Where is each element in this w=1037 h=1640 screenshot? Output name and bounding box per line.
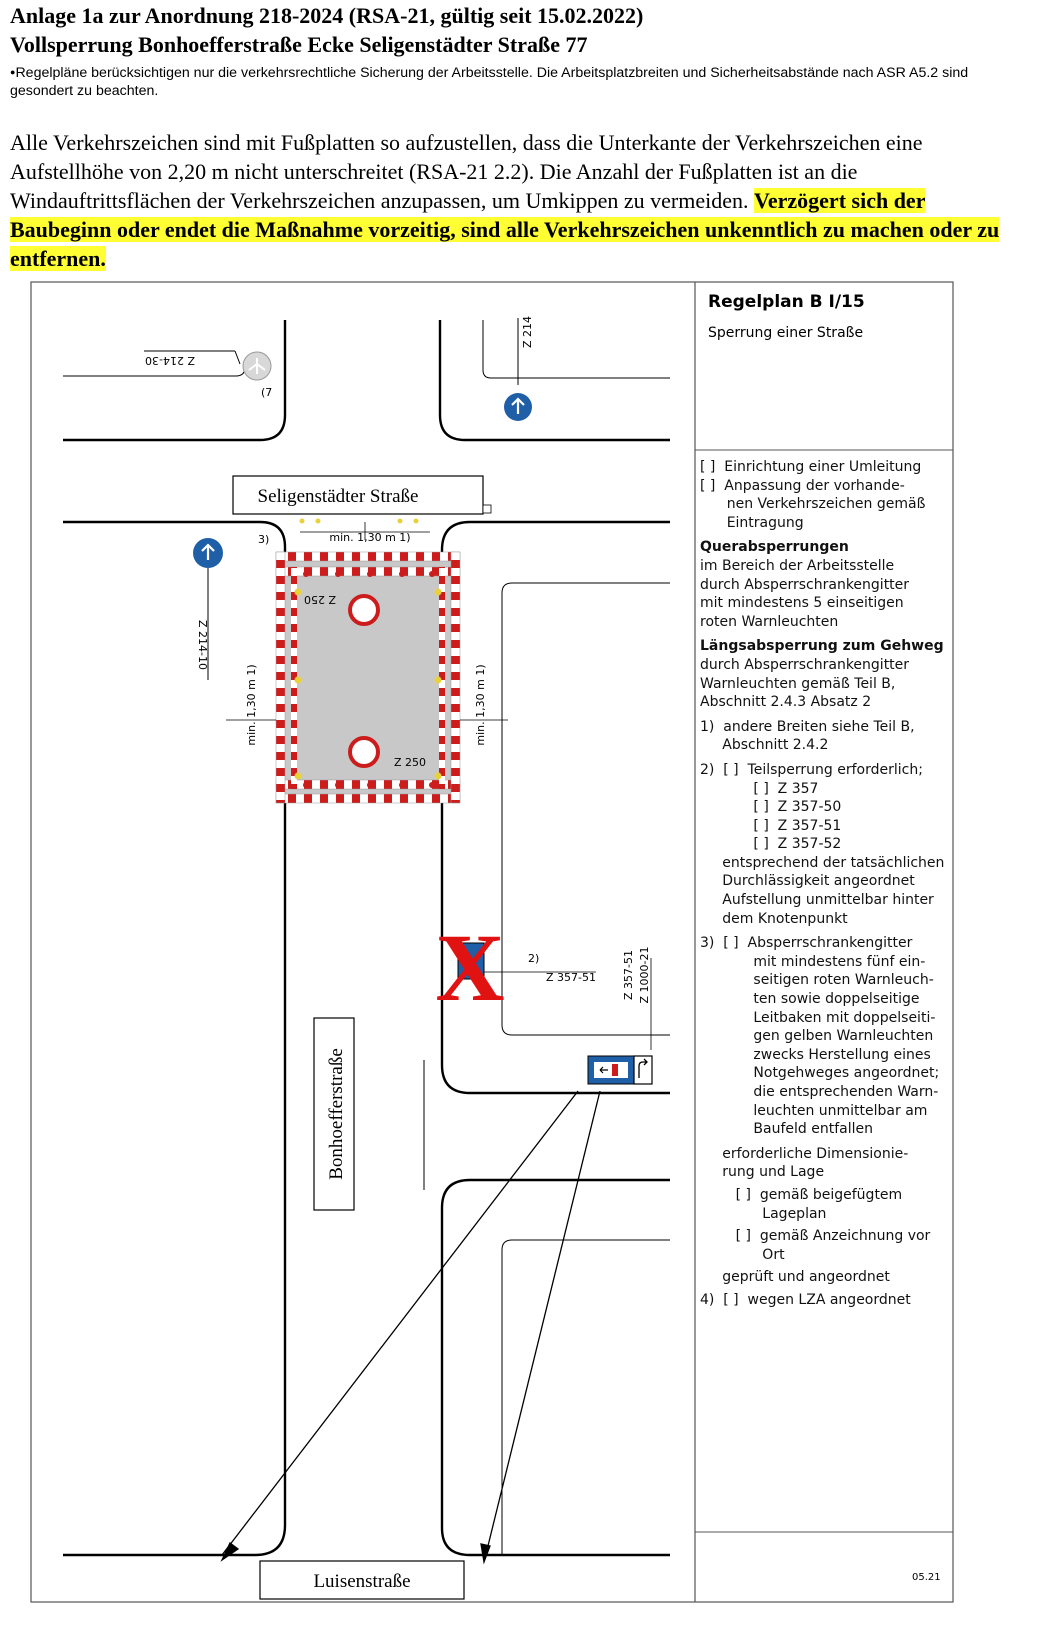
legend-line: Abschnitt 2.4.3 Absatz 2 (700, 694, 872, 711)
legend-line: 1) andere Breiten siehe Teil B, (700, 718, 915, 735)
barrier-right (451, 552, 460, 803)
barrier-left (276, 552, 285, 803)
legend-panel (700, 458, 944, 1310)
legend-line: im Bereich der Arbeitsstelle (700, 557, 895, 574)
legend-line: Längsabsperrung zum Gehweg (700, 638, 944, 655)
legend-line: durch Absperrschrankengitter (700, 656, 910, 673)
legend-line: Notgehweges angeordnet; (700, 1065, 940, 1082)
legend-line: Baufeld entfallen (700, 1121, 873, 1138)
legend-line: leuchten unmittelbar am (700, 1102, 928, 1119)
label-z250-bottom: Z 250 (394, 756, 427, 769)
legend-line: durch Absperrschrankengitter (700, 576, 910, 593)
legend-line: geprüft und angeordnet (700, 1269, 890, 1286)
legend-line: mit mindestens fünf ein- (700, 953, 926, 970)
highlighted-warning: Verzögert sich der Baubeginn oder endet die Maßnahme vorzeitig, sind alle Verkehrszeichen unkenntlich zu machen oder zu entfernen. (10, 188, 1000, 271)
legend-line: [ ] Z 357-51 (700, 817, 842, 834)
legend-line: [ ] Z 357-50 (700, 799, 842, 816)
z250-sign-icon-bottom (350, 738, 378, 766)
plan-subtitle: Sperrung einer Straße (708, 325, 864, 341)
legend-line: Abschnitt 2.4.2 (700, 737, 829, 754)
legend-line: Leitbaken mit doppelseiti- (700, 1009, 936, 1026)
label-z250-top: Z 250 (303, 593, 337, 606)
safety-note-text: Regelpläne berücksichtigen nur die verkehrsrechtliche Sicherung der Arbeitsstelle. Die Arbeitsplatzbreiten und Sicherheitsabstände nach ASR A5.2 sind gesondert zu beachten. (10, 65, 969, 99)
label-note7: (7 (261, 386, 273, 399)
document-subtitle: Vollsperrung Bonhoefferstraße Ecke Seligenstädter Straße 77 (10, 32, 588, 57)
label-min-top: min. 1,30 m 1) (329, 531, 411, 544)
legend-line: entsprechend der tatsächlichen (700, 854, 945, 871)
street-label-seligenstaedter: Seligenstädter Straße (257, 486, 419, 507)
legend-line: nen Verkehrszeichen gemäß (700, 496, 926, 513)
legend-line: rung und Lage (700, 1164, 825, 1181)
legend-line: Querabsperrungen (700, 539, 849, 556)
legend-line: [ ] Z 357 (700, 780, 819, 797)
pointer-arrows (222, 1091, 600, 1562)
legend-line: dem Knotenpunkt (700, 910, 848, 927)
legend-line: Warnleuchten gemäß Teil B, (700, 675, 896, 692)
detour-arrow-sign-icon (634, 1056, 652, 1084)
legend-line: mit mindestens 5 einseitigen (700, 595, 904, 612)
label-z214-10: Z 214-10 (196, 620, 209, 670)
legend-line: [ ] gemäß beigefügtem (700, 1186, 903, 1203)
legend-line: seitigen roten Warnleuch- (700, 972, 934, 989)
legend-line: Ort (700, 1246, 785, 1263)
barrier-top (276, 552, 460, 561)
label-z357-51: Z 357-51 (546, 971, 596, 984)
bullet-icon: ● (10, 67, 16, 77)
street-label-bonhoeffer: Bonhoefferstraße (326, 1048, 347, 1180)
legend-line: zwecks Herstellung eines (700, 1046, 931, 1063)
legend-line: Lageplan (700, 1205, 827, 1222)
legend-line: die entsprechenden Warn- (700, 1084, 939, 1100)
plan-version: 05.21 (912, 1572, 941, 1583)
legend-line: Durchlässigkeit angeordnet (700, 873, 915, 890)
legend-line: 2) [ ] Teilsperrung erforderlich; (700, 761, 923, 778)
legend-line: [ ] Anpassung der vorhande- (700, 477, 905, 494)
plan-title: Regelplan B I/15 (708, 292, 865, 312)
legend-line: 4) [ ] wegen LZA angeordnet (700, 1291, 911, 1308)
document-title: Anlage 1a zur Anordnung 218-2024 (RSA-21, gültig seit 15.02.2022) (10, 3, 644, 28)
legend-line: roten Warnleuchten (700, 613, 839, 630)
legend-line: erforderliche Dimensionie- (700, 1145, 909, 1162)
legend-line: gen gelben Warnleuchten (700, 1028, 934, 1045)
z250-sign-icon-top (350, 596, 378, 624)
label-min-left: min. 1,30 m 1) (245, 664, 258, 746)
label-ref2: 2) (528, 952, 540, 965)
legend-line: [ ] Einrichtung einer Umleitung (700, 459, 922, 475)
label-z1000-21-vertical: Z 1000-21 (638, 946, 651, 1004)
legend-line: [ ] Z 357-52 (700, 836, 842, 853)
legend-line: Eintragung (700, 514, 804, 531)
label-z214: Z 214 (521, 315, 534, 349)
label-ref3: 3) (258, 533, 270, 546)
instructions-text: Alle Verkehrszeichen sind mit Fußplatten so aufzustellen, dass die Unterkante der Verkehrszeichen eine Aufstellhöhe von 2,20 m nicht unterschreitet (RSA-21 2.2). Die Anzahl der Fußplatten ist an die Windauftrittsflächen der Verkehrszeichen anzupassen, um Umkippen zu vermeiden. (10, 130, 923, 213)
street-label-luisen: Luisenstraße (313, 1571, 411, 1592)
label-min-right: min. 1,30 m 1) (474, 664, 487, 746)
label-z357-51-vertical: Z 357-51 (622, 950, 635, 1000)
legend-line: ten sowie doppelseitige (700, 991, 920, 1008)
label-z214-30: Z 214-30 (145, 354, 195, 367)
legend-line: [ ] gemäß Anzeichnung vor (700, 1228, 931, 1245)
barrier-bottom (276, 794, 460, 803)
cross-out-mark: X (435, 914, 505, 1021)
legend-line: Aufstellung unmittelbar hinter (700, 892, 934, 909)
legend-line: 3) [ ] Absperrschrankengitter (700, 935, 913, 952)
